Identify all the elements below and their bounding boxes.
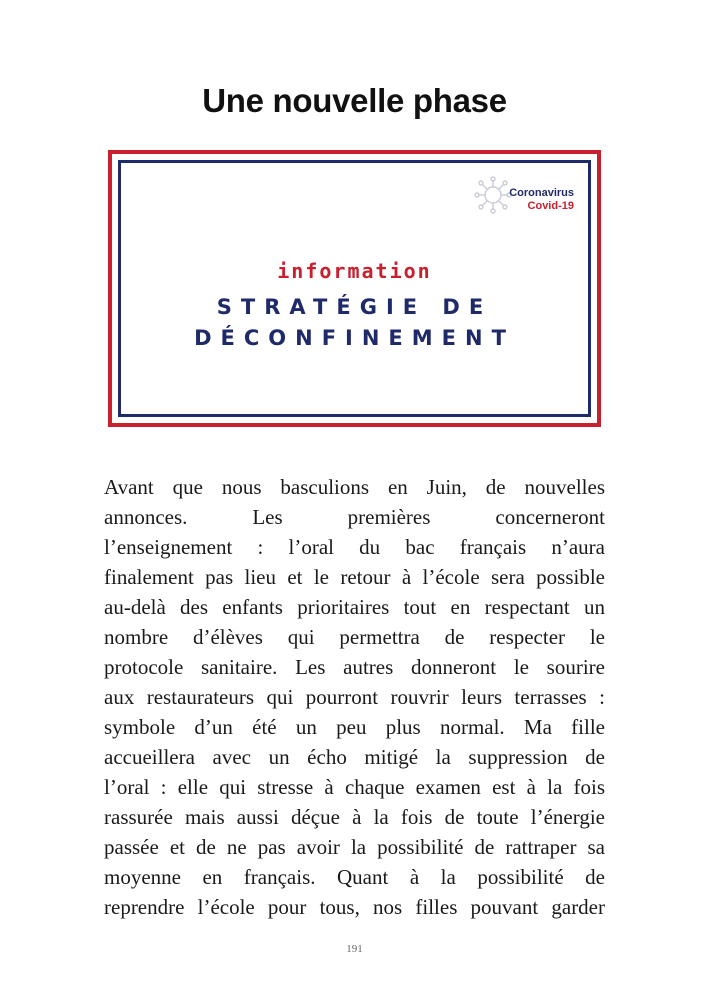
page-number: 191 bbox=[346, 943, 363, 955]
body-line: symbole d’un été un peu plus normal. Ma fille bbox=[104, 715, 605, 739]
body-line: nombre d’élèves qui permettra de respecter le bbox=[104, 625, 605, 649]
body-line: l’oral : elle qui stresse à chaque examen est à la fois bbox=[104, 775, 605, 799]
body-line: Avant que nous basculions en Juin, de nouvelles bbox=[104, 475, 605, 499]
page-title: Une nouvelle phase bbox=[202, 82, 507, 119]
coronavirus-label: Coronavirus bbox=[509, 187, 574, 199]
strategy-line-1: STRATÉGIE DE bbox=[216, 295, 493, 319]
strategy-line-2: DÉCONFINEMENT bbox=[194, 326, 515, 350]
covid19-label: Covid-19 bbox=[527, 200, 574, 212]
strategy-headline bbox=[121, 292, 588, 354]
body-line: moyenne en français. Quant à la possibilité de bbox=[104, 865, 605, 889]
body-line: annonces. Les premières concerneront bbox=[104, 505, 605, 529]
body-line: finalement pas lieu et le retour à l’école sera possible bbox=[104, 565, 605, 589]
virus-icon bbox=[473, 175, 513, 215]
covid-label bbox=[509, 187, 574, 213]
body-line: protocole sanitaire. Les autres donneront le sourire bbox=[104, 655, 605, 679]
body-line: rassurée mais aussi déçue à la fois de toute l’énergie bbox=[104, 805, 605, 829]
information-label: information bbox=[277, 259, 432, 283]
body-line: reprendre l’école pour tous, nos filles pouvant garder bbox=[104, 895, 605, 919]
body-line: accueillera avec un écho mitigé la suppression de bbox=[104, 745, 605, 769]
covid-info-banner bbox=[108, 150, 601, 427]
banner-inner-frame bbox=[118, 160, 591, 417]
body-line: aux restaurateurs qui pourront rouvrir leurs terrasses : bbox=[104, 685, 605, 709]
body-paragraph bbox=[104, 472, 605, 922]
body-line: au-delà des enfants prioritaires tout en respectant un bbox=[104, 595, 605, 619]
body-line: l’enseignement : l’oral du bac français n’aura bbox=[104, 535, 605, 559]
body-line: passée et de ne pas avoir la possibilité de rattraper sa bbox=[104, 835, 605, 859]
